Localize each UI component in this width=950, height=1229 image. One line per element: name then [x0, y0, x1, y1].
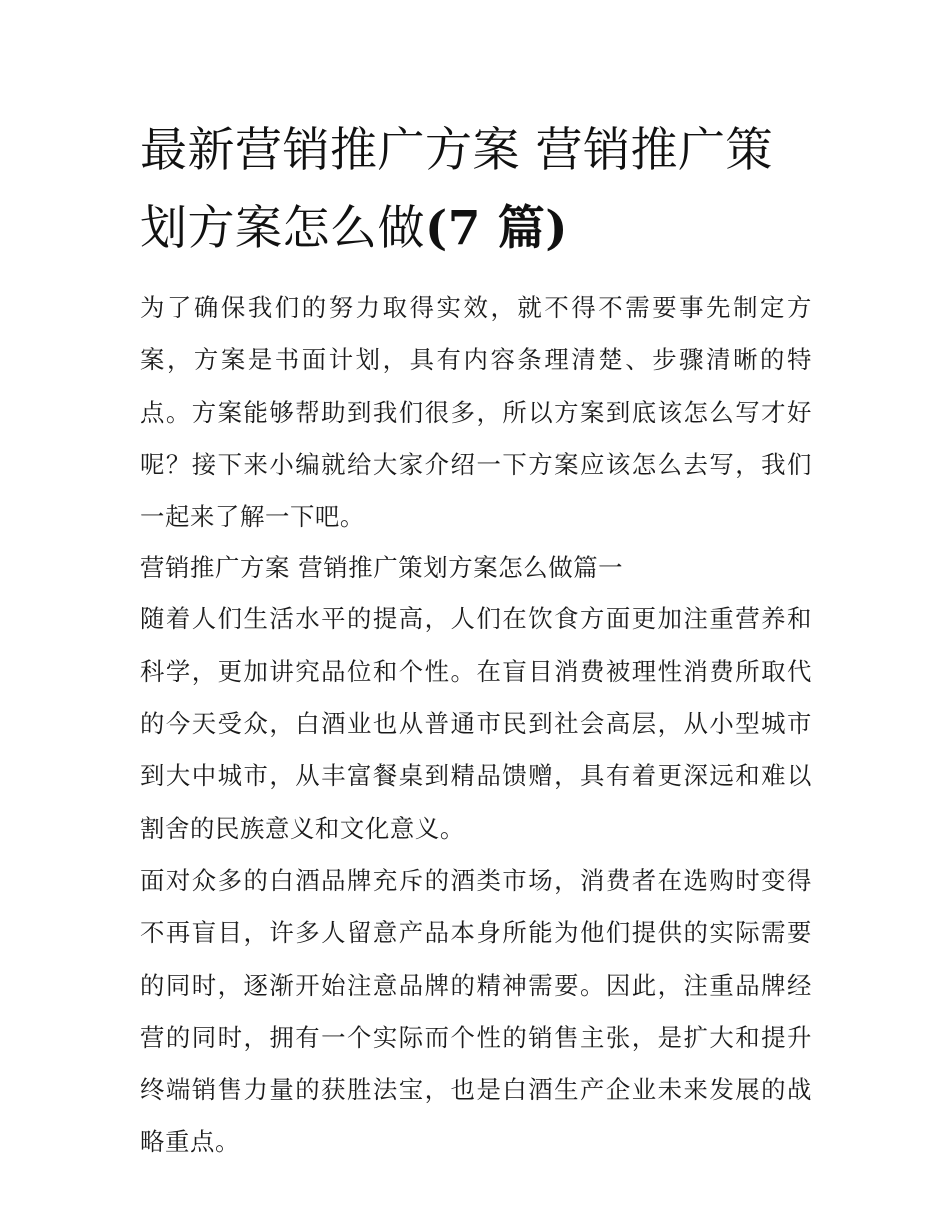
document-title-main: 最新营销推广方案 营销推广策划方案怎么做 [140, 123, 773, 256]
document-title-suffix: (7 篇) [425, 201, 569, 256]
intro-paragraph: 为了确保我们的努力取得实效，就不得不需要事先制定方案，方案是书面计划，具有内容条理清楚、步骤清晰的特点。方案能够帮助到我们很多，所以方案到底该怎么写才好呢？接下来小编就给大家介绍一下方案应该怎么去写，我们一起来了解一下吧。 [140, 293, 812, 532]
document-page [140, 112, 812, 1169]
body-paragraph: 随着人们生活水平的提高，人们在饮食方面更加注重营养和科学，更加讲究品位和个性。在盲目消费被理性消费所取代的今天受众，白酒业也从普通市民到社会高层，从小型城市到大中城市，从丰富餐桌到精品馈赠，具有着更深远和难以割舍的民族意义和文化意义。 [140, 604, 812, 843]
body-paragraph: 面对众多的白酒品牌充斥的酒类市场，消费者在选购时变得不再盲目，许多人留意产品本身所能为他们提供的实际需要的同时，逐渐开始注意品牌的精神需要。因此，注重品牌经营的同时，拥有一个实际而个性的销售主张，是扩大和提升终端销售力量的获胜法宝，也是白酒生产企业未来发展的战略重点。 [140, 865, 812, 1157]
section-heading: 营销推广方案 营销推广策划方案怎么做篇一 [140, 553, 624, 583]
document-title [140, 112, 812, 268]
